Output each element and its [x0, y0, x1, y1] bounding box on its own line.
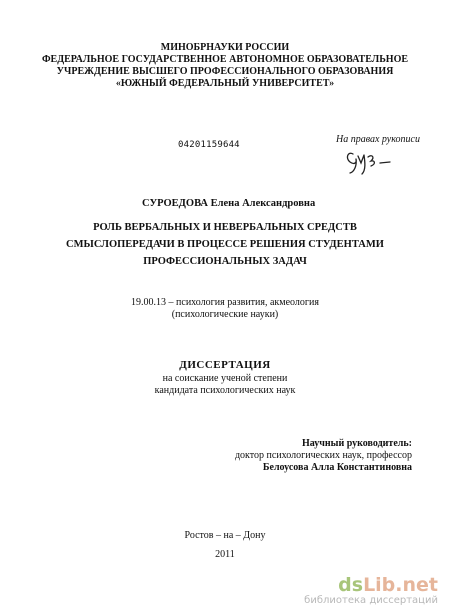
dissertation-title [0, 219, 450, 270]
degree-name: кандидата психологических наук [154, 385, 296, 396]
degree-purpose: на соискание ученой степени [162, 373, 288, 384]
supervisor-block [235, 438, 412, 474]
title-line-3: ПРОФЕССИОНАЛЬНЫХ ЗАДАЧ [143, 256, 307, 267]
logo-part-lib: Lib.net [363, 574, 438, 596]
city: Ростов – на – Дону [184, 530, 266, 541]
university-name: «ЮЖНЫЙ ФЕДЕРАЛЬНЫЙ УНИВЕРСИТЕТ» [115, 78, 335, 89]
document-number: 04201159644 [178, 140, 240, 150]
dslib-watermark [304, 575, 438, 606]
footer [0, 526, 450, 564]
ministry-line: МИНОБРНАУКИ РОССИИ [160, 42, 290, 53]
institution-header [0, 42, 450, 90]
supervisor-name: Белоусова Алла Константиновна [262, 462, 412, 473]
institution-line-1: ФЕДЕРАЛЬНОЕ ГОСУДАРСТВЕННОЕ АВТОНОМНОЕ ОБРАЗОВАТЕЛЬНОЕ [41, 54, 409, 65]
author-name: СУРОЕДОВА Елена Александровна [142, 198, 316, 209]
supervisor-degree: доктор психологических наук, профессор [234, 450, 412, 461]
dissertation-heading: ДИССЕРТАЦИЯ [179, 359, 271, 371]
manuscript-rights-note: На правах рукописи [336, 134, 420, 145]
logo-part-ds: ds [338, 574, 364, 596]
dslib-logo [304, 575, 438, 595]
specialty-code: 19.00.13 – психология развития, акмеология [131, 297, 319, 308]
year: 2011 [215, 549, 235, 560]
title-line-2: СМЫСЛОПЕРЕДАЧИ В ПРОЦЕССЕ РЕШЕНИЯ СТУДЕНТАМИ [66, 239, 384, 250]
specialty-field: (психологические науки) [171, 309, 279, 320]
supervisor-label: Научный руководитель: [302, 438, 412, 449]
watermark-subtitle: библиотека диссертаций [304, 595, 438, 606]
signature-icon [344, 146, 398, 176]
institution-line-2: УЧРЕЖДЕНИЕ ВЫСШЕГО ПРОФЕССИОНАЛЬНОГО ОБРАЗОВАНИЯ [56, 66, 394, 77]
title-line-1: РОЛЬ ВЕРБАЛЬНЫХ И НЕВЕРБАЛЬНЫХ СРЕДСТВ [93, 222, 357, 233]
specialty-block [0, 297, 450, 321]
dissertation-block [0, 358, 450, 397]
